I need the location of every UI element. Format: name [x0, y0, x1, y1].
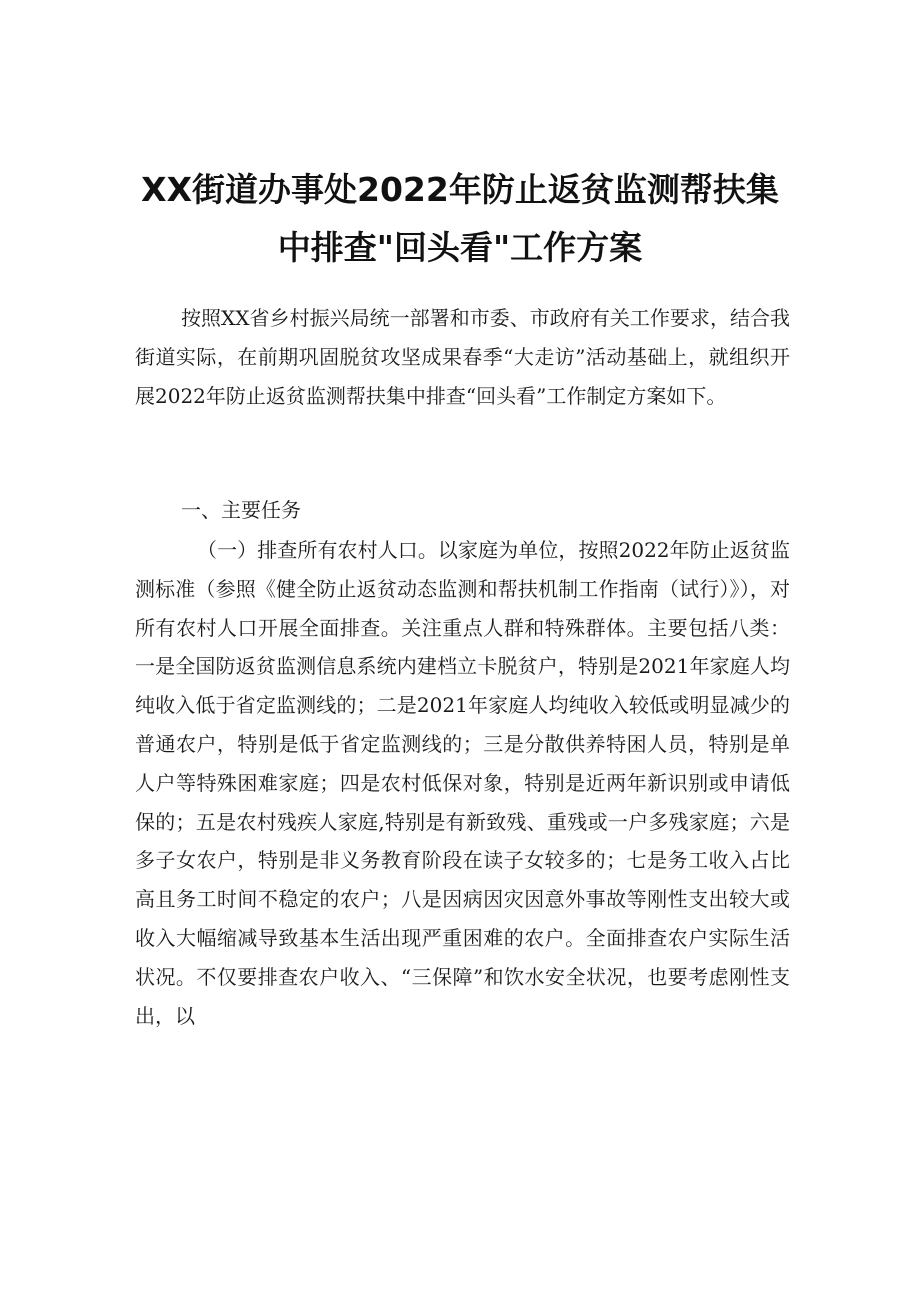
- subsection-paragraph: [135, 531, 790, 1035]
- document-title-line-2: 中排查"回头看"工作方案: [277, 228, 643, 267]
- section-heading: 一、主要任务: [181, 498, 301, 522]
- intro-paragraph: 按照XX省乡村振兴局统一部署和市委、市政府有关工作要求，结合我街道实际，在前期巩固脱贫攻坚成果春季“大走访”活动基础上，就组织开展2022年防止返贫监测帮扶集中排查“回头看”工作制定方案如下。: [135, 306, 790, 408]
- subsection-label: （一）: [197, 538, 258, 562]
- subsection-body: 排查所有农村人口。以家庭为单位，按照2022年防止返贫监测标准（参照《健全防止返贫动态监测和帮扶机制工作指南（试行）》），对所有农村人口开展全面排查。关注重点人群和特殊群体。主要包括八类：一是全国防返贫监测信息系统内建档立卡脱贫户，特别是2021年家庭人均纯收入低于省定监测线的；二是2021年家庭人均纯收入较低或明显减少的普通农户，特别是低于省定监测线的；三是分散供养特困人员，特别是单人户等特殊困难家庭；四是农村低保对象，特别是近两年新识别或申请低保的；五是农村残疾人家庭,特别是有新致残、重残或一户多残家庭；六是多子女农户，特别是非义务教育阶段在读子女较多的；七是务工收入占比高且务工时间不稳定的农户；八是因病因灾因意外事故等刚性支出较大或收入大幅缩减导致基本生活出现严重困难的农户。全面排查农户实际生活状况。不仅要排查农户收入、“三保障”和饮水安全状况，也要考虑刚性支出，以: [135, 538, 790, 1028]
- document-title-line-1: XX街道办事处2022年防止返贫监测帮扶集: [141, 170, 779, 209]
